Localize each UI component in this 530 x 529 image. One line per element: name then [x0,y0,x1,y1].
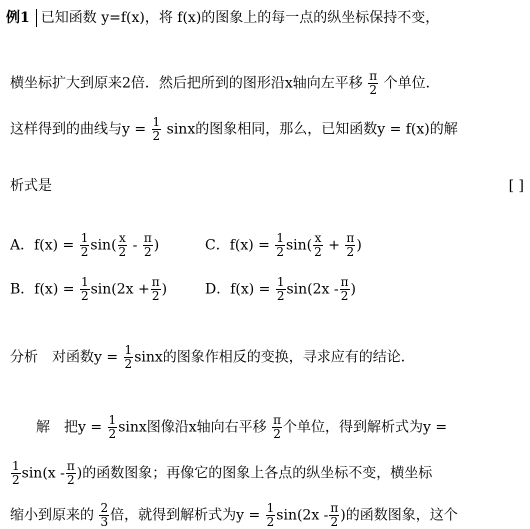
problem-line-3 [10,116,458,143]
answer-bracket: [ ] [508,178,524,194]
analysis-line: 分析 对函数y = $\frac{1}{2}$ sinx的图象作相反的变换，寻求应有的结论． [10,343,415,371]
problem-text-2a: 横坐标扩大到原来2倍．然后把所到的图形沿x轴向左平移 [10,75,363,92]
problem-text-3b: sinx的图象相同，那么，已知函数y = f(x)的解 [166,121,458,138]
solution-line-3: 缩小到原来的 $\frac{2}{3}$ 倍，就得到解析式为y = $\frac{1}{2}$ sin(2x - $\frac{\pi}{2}$ )的函数图象，这个 [10,501,458,529]
problem-line-1 [6,8,439,28]
option-d: D．f(x) = $\frac{1}{2}$ sin(2x - $\frac{\pi}{2}$ ) [205,275,356,303]
solution-line-1: 解 把y = $\frac{1}{2}$ sinx图像沿x轴向右平移 $\frac{\pi}{2}$ 个单位，得到解析式为y = [36,413,448,441]
option-c: C．f(x) = $\frac{1}{2}$ sin( $\frac{x}{2}$ + $\frac{\pi}{2}$ ) [205,231,362,259]
fraction-one-half: $\frac{1}{2}$ [152,115,161,143]
solution-line-2: $\frac{1}{2}$ sin(x - $\frac{\pi}{2}$ )的函数图象；再像它的图象上各点的纵坐标不变，横坐标 [12,459,433,487]
problem-line-4 [10,176,530,196]
problem-text-1: 已知函数 y=f(x)，将 f(x)的图象上的每一点的纵坐标保持不变， [40,10,440,26]
fraction-pi-over-2: $\frac{\pi}{2}$ [369,69,378,97]
option-a: A．f(x) = $\frac{1}{2}$ sin( $\frac{x}{2}$ - $\frac{\pi}{2}$ ) [10,231,160,259]
problem-text-3a: 这样得到的曲线与y = [10,121,147,138]
option-b: B．f(x) = $\frac{1}{2}$ sin(2x + $\frac{\pi}{2}$ ) [10,275,168,303]
problem-text-2b: 个单位． [383,75,440,92]
text-cursor [36,9,37,27]
problem-line-2 [10,70,440,97]
problem-text-4: 析式是 [10,178,52,194]
example-label: 例1 [6,10,30,26]
